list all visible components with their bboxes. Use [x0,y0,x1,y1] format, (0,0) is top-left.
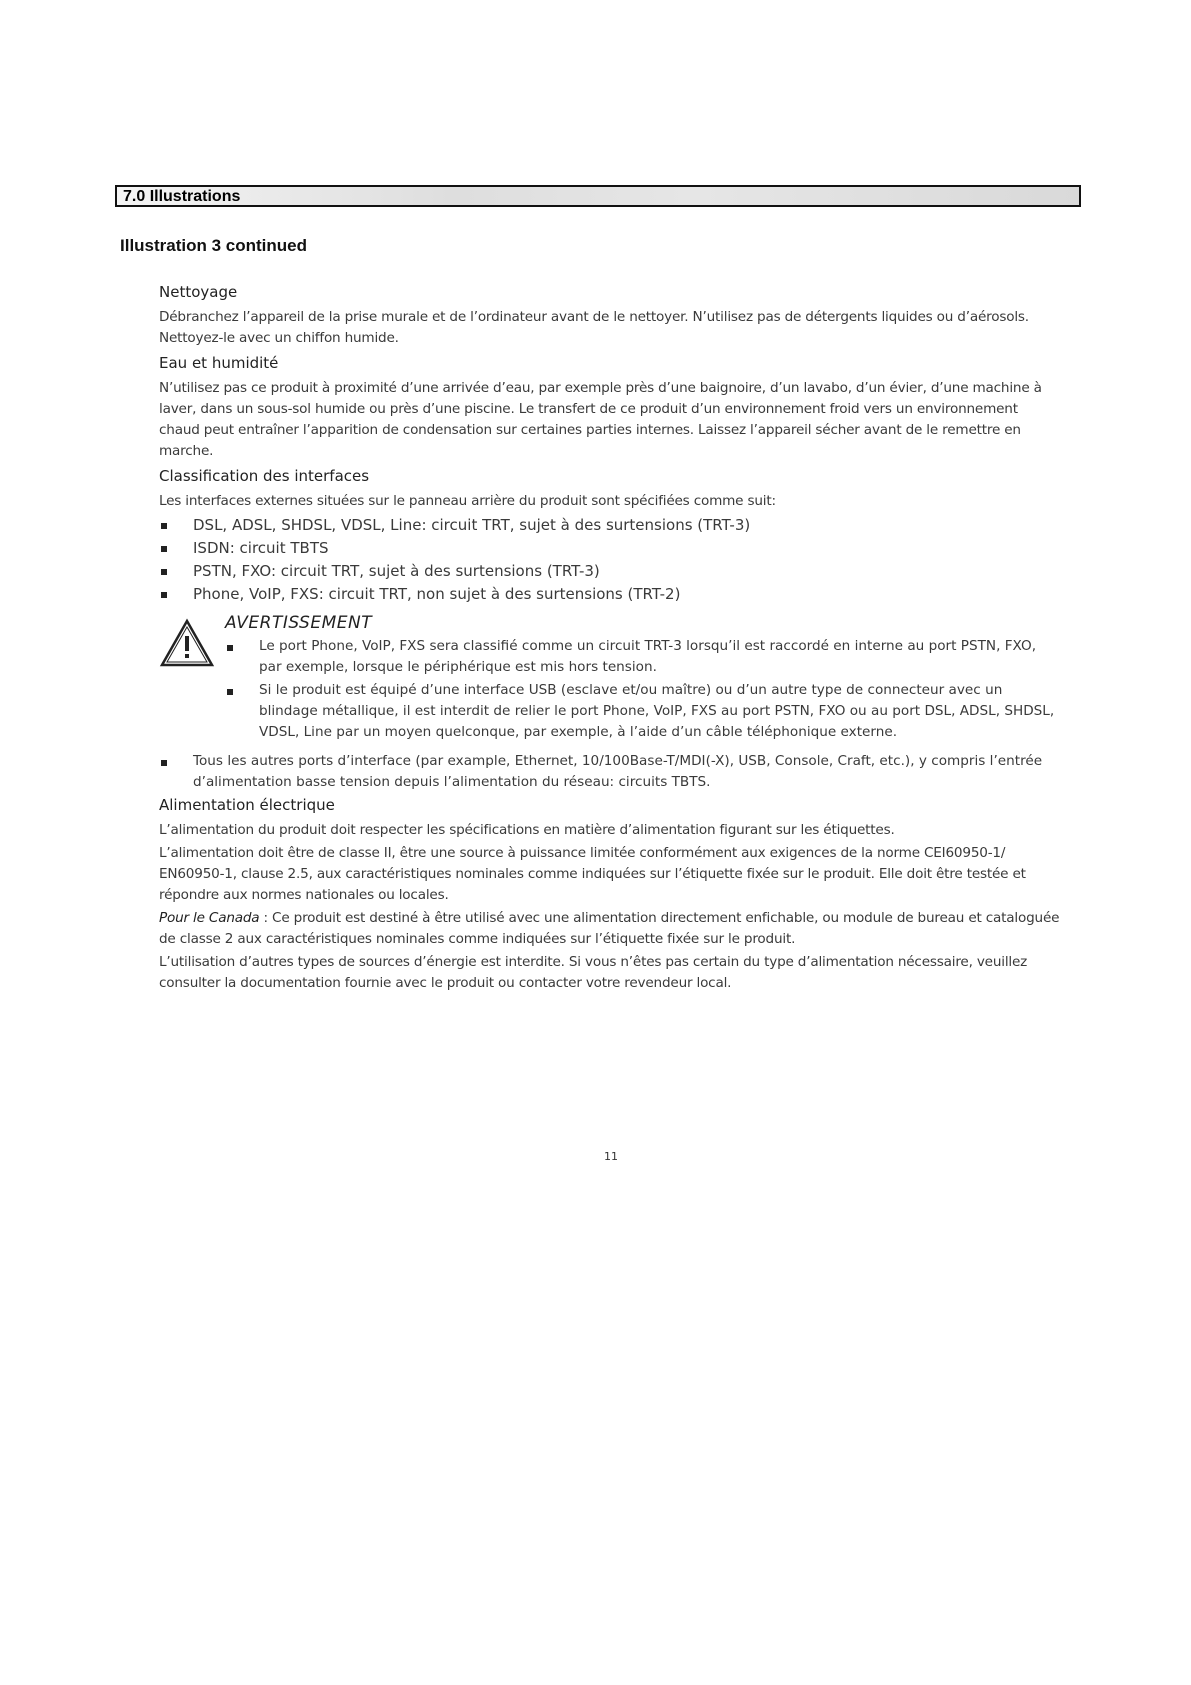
illustration-subtitle: Illustration 3 continued [120,236,308,255]
list-item [225,636,1061,678]
section-header-bar [115,185,1081,207]
warning-triangle-icon [159,618,215,668]
water-text: N’utilisez pas ce produit à proximité d’une arrivée d’eau, par exemple près d’une baignoire, d’un lavabo, d’un évier, d’une machine à laver, dans un sous-sol humide ou près d’une piscine. Le transfert de ce produit d’un environnement froid vers un environnement chaud peut entraîner l’apparition de condensation sur certaines parties internes. Laissez l’appareil sécher avant de le remettre en marche. [159,380,1042,459]
power-text-4: L’utilisation d’autres types de sources d’énergie est interdite. Si vous n’êtes pas certain du type d’alimentation nécessaire, veuillez consulter la documentation fournie avec le produit ou contacter votre revendeur local. [159,954,1028,991]
warning-list [225,636,1061,743]
power-text-2: L’alimentation doit être de classe II, être une source à puissance limitée conformément aux exigences de la norme CEI60950-1/ EN60950-1, clause 2.5, aux caractéristiques nominales comme indiquées sur l’étiquette fixée sur le produit. Elle doit être testée et répondre aux normes nationales ou locales. [159,845,1026,903]
heading-power: Alimentation électrique [159,796,335,814]
square-bullet-icon [161,760,167,766]
interfaces-list [159,514,1061,606]
heading-water: Eau et humidité [159,354,279,372]
page-number: 11 [604,1150,618,1163]
list-item [159,537,1061,560]
heading-cleaning: Nettoyage [159,283,238,301]
list-item [159,560,1061,583]
document-body [159,280,1061,996]
list-item-text: Tous les autres ports d’interface (par example, Ethernet, 10/100Base-T/MDI(-X), USB, Console, Craft, etc.), y compris l’entrée d’alimentation basse tension depuis l’alimentation du réseau: circuits TBTS. [193,753,1043,790]
list-item [159,751,1061,793]
canada-label: Pour le Canada [159,910,260,926]
square-bullet-icon [161,569,167,575]
warning-title: AVERTISSEMENT [225,613,373,633]
list-item-text: ISDN: circuit TBTS [193,539,329,557]
square-bullet-icon [227,689,233,695]
list-item-text: PSTN, FXO: circuit TRT, sujet à des surtensions (TRT-3) [193,562,600,580]
square-bullet-icon [161,546,167,552]
square-bullet-icon [227,645,233,651]
list-item [225,680,1061,743]
power-text-1: L’alimentation du produit doit respecter les spécifications en matière d’alimentation figurant sur les étiquettes. [159,822,895,838]
power-text-canada [159,908,1061,950]
list-item-text: Phone, VoIP, FXS: circuit TRT, non sujet à des surtensions (TRT-2) [193,585,681,603]
list-item [159,514,1061,537]
other-ports-list [159,751,1061,793]
list-item-text: Le port Phone, VoIP, FXS sera classifié comme un circuit TRT-3 lorsqu’il est raccordé en interne au port PSTN, FXO, par exemple, lorsque le périphérique est mis hors tension. [259,638,1037,675]
section-title: 7.0 Illustrations [123,188,241,205]
warning-block [159,610,1061,743]
cleaning-text: Débranchez l’appareil de la prise murale et de l’ordinateur avant de le nettoyer. N’utilisez pas de détergents liquides ou d’aérosols. Nettoyez-le avec un chiffon humide. [159,309,1029,346]
heading-interfaces: Classification des interfaces [159,467,370,485]
square-bullet-icon [161,523,167,529]
canada-text: : Ce produit est destiné à être utilisé avec une alimentation directement enfichable, ou module de bureau et cataloguée de classe 2 aux caractéristiques nominales comme indiquées sur l’étiquette fixée sur le produit. [159,910,1060,947]
list-item-text: Si le produit est équipé d’une interface USB (esclave et/ou maître) ou d’un autre type de connecteur avec un blindage métallique, il est interdit de relier le port Phone, VoIP, FXS au port PSTN, FXO ou au port DSL, ADSL, SHDSL, VDSL, Line par un moyen quelconque, par exemple, à l’aide d’un câble téléphonique externe. [259,682,1055,740]
list-item [159,583,1061,606]
square-bullet-icon [161,592,167,598]
list-item-text: DSL, ADSL, SHDSL, VDSL, Line: circuit TRT, sujet à des surtensions (TRT-3) [193,516,751,534]
interfaces-intro: Les interfaces externes situées sur le panneau arrière du produit sont spécifiées comme suit: [159,493,776,509]
